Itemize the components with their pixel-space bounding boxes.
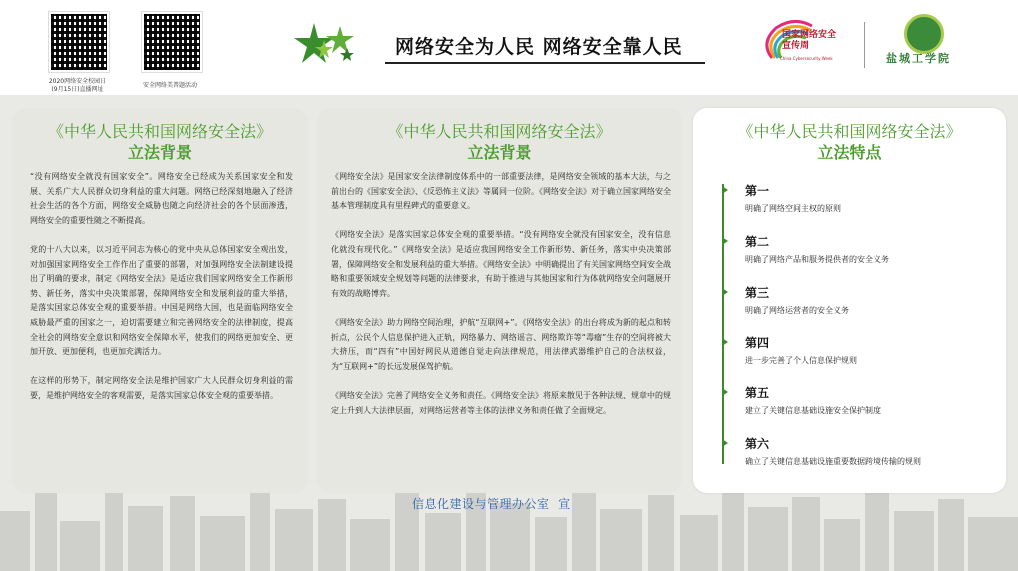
feature-1-title: 第一 <box>745 184 770 198</box>
features-timeline <box>722 184 724 464</box>
left-paragraph-2: 党的十八大以来，以习近平同志为核心的党中央从总体国家安全观出发，对加强国家网络安全工作作出了重要的部署，对加强网络安全法制建设提出了明确的要求，制定《网络安全法》是适应我们国家网络安全工作新形势、新任务，落实中央决策部署，保障网络安全和发展利益的重大举措，是落实国家总体安全观的重要举措。中国是网络大国，也是面临网络安全威胁最严重的国家之一，迫切需要建立和完善网络安全的法律制度，提高全社会的网络安全意识和网络安全保障水平，使我们的网络更加安全、更加开放、更加便利，也更加充满活力。 <box>30 244 293 357</box>
mid-card-title-line1: 《中华人民共和国网络安全法》 <box>387 122 612 141</box>
header-divider <box>864 22 865 68</box>
left-card-title <box>12 121 308 163</box>
right-card-title <box>693 121 1006 163</box>
feature-2-title: 第二 <box>745 235 770 249</box>
mid-card-title <box>317 121 682 163</box>
feature-4-title: 第四 <box>745 336 770 350</box>
mid-paragraph-3: 《网络安全法》助力网络空间治理，护航“互联网+”。《网络安全法》的出台将成为新的起点和转折点，公民个人信息保护进入正轨，网络暴力、网络谣言、网络欺诈等“毒瘤”生存的空间将被大大挤压，而“四有”中国好网民从道德自觉走向法律规范，用法律武器维护自己的合法权益，为“互联网+”的长远发展保驾护航。 <box>331 317 671 371</box>
cybersecurity-week-title: 国家网络安全 宣传周 <box>782 30 837 51</box>
timeline-arrow-icon <box>722 338 728 346</box>
timeline-arrow-icon <box>722 439 728 447</box>
college-emblem <box>904 14 944 54</box>
mid-paragraph-1: 《网络安全法》是国家安全法律制度体系中的一部重要法律，是网络安全领域的基本大法，与之前出台的《国家安全法》、《反恐怖主义法》等属同一位阶。《网络安全法》对于确立国家网络安全基本管理制度具有里程碑式的重要意义。 <box>331 172 671 211</box>
feature-3-desc: 明确了网络运营者的安全义务 <box>745 306 849 315</box>
timeline-arrow-icon <box>722 186 728 194</box>
timeline-arrow-icon <box>722 388 728 396</box>
mid-paragraph-2: 《网络安全法》是落实国家总体安全观的重要举措。“没有网络安全就没有国家安全，没有信息化就没有现代化。”《网络安全法》是适应我国网络安全工作新形势、新任务，落实中央决策部署，保障网络安全和发展利益的重大举措。《网络安全法》中明确提出了有关国家网络空间安全战略和重要领域安全规划等问题的法律要求，有助于推进与其他国家和行为体就网络安全问题展开有效的战略博弈。 <box>331 230 671 298</box>
cybersecurity-week-subtitle: China Cybersecurity Week <box>780 56 833 61</box>
left-paragraph-1: “没有网络安全就没有国家安全”。网络安全已经成为关系国家安全和发展、关系广大人民群众切身利益的重大问题。网络已经深刻地融入了经济社会生活的各个方面，网络安全威胁也随之向经济社会的各个层面渗透，网络安全的重要性随之不断提高。 <box>30 172 293 225</box>
college-name: 盐城工学院 <box>886 52 951 65</box>
timeline-arrow-icon <box>722 237 728 245</box>
right-card-title-line1: 《中华人民共和国网络安全法》 <box>737 122 962 141</box>
right-card-title-line2: 立法特点 <box>817 143 882 162</box>
left-card-body <box>30 170 293 418</box>
qr-code-icon[interactable] <box>49 12 109 72</box>
feature-2-desc: 明确了网络产品和服务提供者的安全义务 <box>745 255 889 264</box>
feature-5-desc: 建立了关键信息基础设施安全保护制度 <box>745 406 881 415</box>
feature-4-desc: 进一步完善了个人信息保护规则 <box>745 356 857 365</box>
left-card-title-line1: 《中华人民共和国网络安全法》 <box>47 122 272 141</box>
mid-card-title-line2: 立法背景 <box>467 143 532 162</box>
qr-code-icon[interactable] <box>142 12 202 72</box>
qr-caption-livestream: 2020网络安全校园日 (9月15日)直播网址 <box>48 78 107 93</box>
feature-1-desc: 明确了网络空间主权的原则 <box>745 204 841 213</box>
legislation-features-card <box>693 108 1006 493</box>
left-card-title-line2: 立法背景 <box>127 143 192 162</box>
issuer-footer: 信息化建设与管理办公室 宣 <box>412 497 571 511</box>
mid-card-body <box>331 170 671 433</box>
stars-logo-icon <box>292 18 362 73</box>
left-paragraph-3: 在这样的形势下，制定网络安全法是维护国家广大人民群众切身利益的需要，是维护网络安全的客观需要，是落实国家总体安全观的重要举措。 <box>30 376 293 400</box>
feature-5-title: 第五 <box>745 386 770 400</box>
slogan-title: 网络安全为人民 网络安全靠人民 <box>395 36 683 58</box>
slogan-underline <box>385 62 705 64</box>
feature-6-title: 第六 <box>745 437 770 451</box>
qr-caption-activity: 安全网络美普题活动 <box>142 82 197 89</box>
mid-paragraph-4: 《网络安全法》完善了网络安全义务和责任。《网络安全法》将原来散见于各种法规、规章中的规定上升到人大法律层面，对网络运营者等主体的法律义务和责任做了全面规定。 <box>331 390 671 415</box>
header <box>0 0 1018 95</box>
feature-3-title: 第三 <box>745 286 770 300</box>
feature-6-desc: 确立了关键信息基础设施重要数据跨境传输的规则 <box>745 457 921 466</box>
timeline-arrow-icon <box>722 288 728 296</box>
